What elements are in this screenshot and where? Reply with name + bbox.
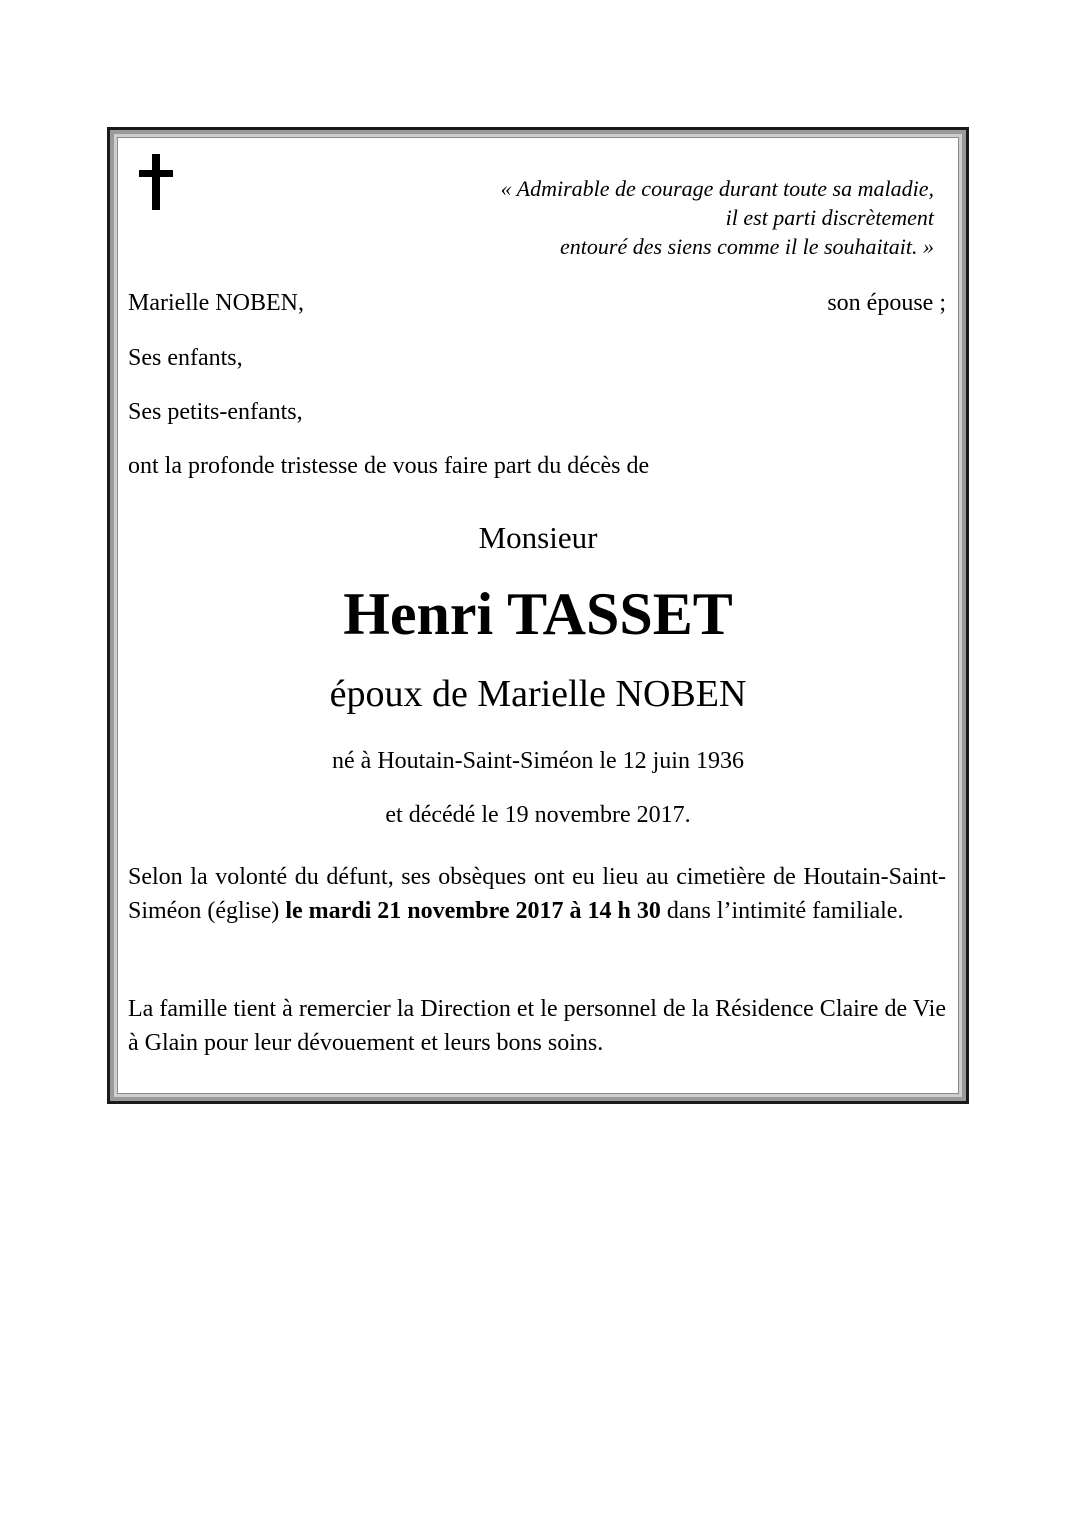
- funeral-text-before: Selon la volonté du défunt, ses obsèques ont eu lieu au cimetière de Houtain-Saint-Siméon (église): [128, 864, 946, 924]
- funeral-date: le mardi 21 novembre 2017 à 14 h 30: [285, 898, 661, 924]
- funeral-paragraph: [128, 860, 946, 928]
- funeral-text-after: dans l’intimité familiale.: [660, 898, 904, 924]
- grandchildren-line: Ses petits-enfants,: [128, 399, 303, 425]
- obituary-frame: [107, 127, 969, 1104]
- children-line: Ses enfants,: [128, 345, 243, 371]
- quote-line-1: « Admirable de courage durant toute sa maladie,: [500, 176, 934, 201]
- quote-line-3: entouré des siens comme il le souhaitait. »: [560, 234, 934, 259]
- thanks-paragraph: La famille tient à remercier la Direction et le personnel de la Résidence Claire de Vie à Glain pour leur dévouement et leurs bons soins.: [128, 996, 946, 1056]
- quote-line-2: il est parti discrètement: [725, 205, 934, 230]
- deceased-name: Henri TASSET: [343, 581, 733, 647]
- death-line: et décédé le 19 novembre 2017.: [385, 802, 691, 828]
- spouse-of-line: époux de Marielle NOBEN: [329, 673, 747, 715]
- honorific: Monsieur: [478, 520, 598, 555]
- cross-icon: [136, 148, 176, 214]
- spouse-name: Marielle NOBEN,: [128, 290, 304, 316]
- birth-line: né à Houtain-Saint-Siméon le 12 juin 1936: [332, 748, 744, 774]
- epitaph-quote: [501, 174, 934, 261]
- spouse-row: [128, 288, 946, 318]
- obituary-content: [117, 137, 959, 1094]
- frame-border: [114, 134, 962, 1097]
- announcement-line: ont la profonde tristesse de vous faire part du décès de: [128, 453, 650, 479]
- spouse-role: son épouse ;: [827, 290, 946, 316]
